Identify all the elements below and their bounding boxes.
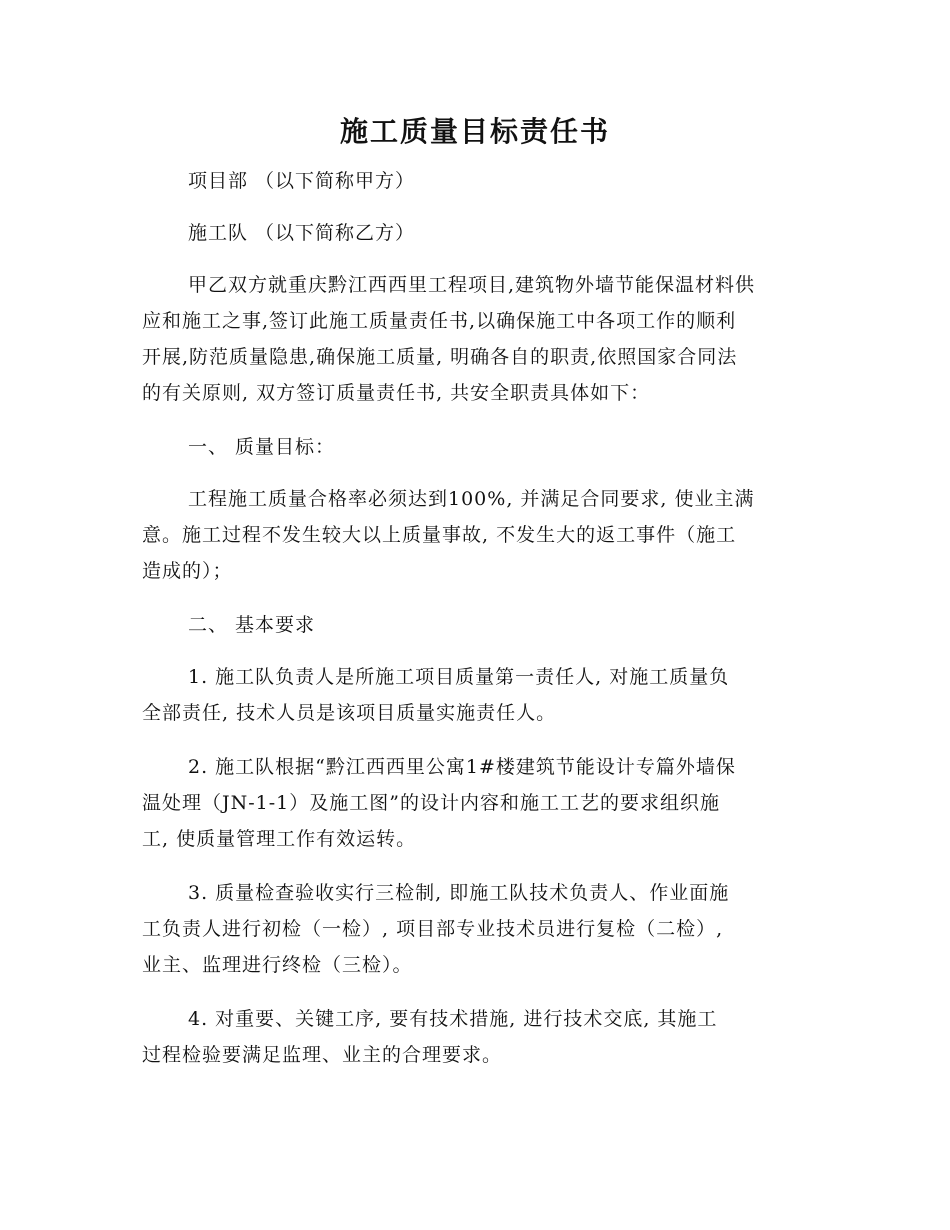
paragraph-line: 3. 质量检查验收实行三检制, 即施工队技术负责人、作业面施 — [188, 882, 730, 904]
quality-target-paragraph — [142, 481, 807, 589]
section-1-heading: 一、 质量目标： — [188, 436, 336, 458]
paragraph-line: 工程施工质量合格率必须达到100%, 并满足合同要求, 使业主满 — [188, 488, 755, 510]
paragraph-line: 1. 施工队负责人是所施工项目质量第一责任人, 对施工质量负 — [188, 666, 730, 688]
requirement-item-4 — [142, 1001, 807, 1073]
paragraph-line: 工负责人进行初检（一检）, 项目部专业技术员进行复检（二检）, — [142, 918, 724, 940]
party-b-line: 施工队 （以下简称乙方） — [188, 222, 416, 244]
document-title: 施工质量目标责任书 — [339, 115, 610, 148]
paragraph-line: 全部责任, 技术人员是该项目质量实施责任人。 — [142, 702, 557, 724]
paragraph-line: 造成的）； — [142, 560, 233, 582]
intro-line: 开展,防范质量隐患,确保施工质量, 明确各自的职责,依照国家合同法 — [142, 346, 738, 368]
paragraph-line: 温处理（JN-1-1）及施工图”的设计内容和施工工艺的要求组织施 — [142, 792, 720, 814]
paragraph-line: 2. 施工队根据“黔江西西里公寓1#楼建筑节能设计专篇外墙保 — [188, 756, 736, 778]
requirement-item-2 — [142, 749, 807, 857]
paragraph-line: 意。施工过程不发生较大以上质量事故, 不发生大的返工事件（施工 — [142, 524, 737, 546]
paragraph-line: 过程检验要满足监理、业主的合理要求。 — [142, 1044, 503, 1066]
requirement-item-1 — [142, 659, 807, 731]
paragraph-line: 4. 对重要、关键工序, 要有技术措施, 进行技术交底, 其施工 — [188, 1008, 718, 1030]
requirement-item-3 — [142, 875, 807, 983]
intro-line: 的有关原则, 双方签订质量责任书, 共安全职责具体如下： — [142, 382, 651, 404]
intro-line: 甲乙双方就重庆黔江西西里工程项目,建筑物外墙节能保温材料供 — [188, 274, 756, 296]
document-body — [142, 163, 807, 1091]
paragraph-line: 业主、监理进行终检（三检）。 — [142, 954, 413, 976]
paragraph-line: 工, 使质量管理工作有效运转。 — [142, 828, 417, 850]
section-2-heading: 二、 基本要求 — [188, 614, 316, 636]
party-a-line: 项目部 （以下简称甲方） — [188, 170, 416, 192]
intro-paragraph — [142, 267, 807, 411]
intro-line: 应和施工之事,签订此施工质量责任书,以确保施工中各项工作的顺利 — [142, 310, 737, 332]
